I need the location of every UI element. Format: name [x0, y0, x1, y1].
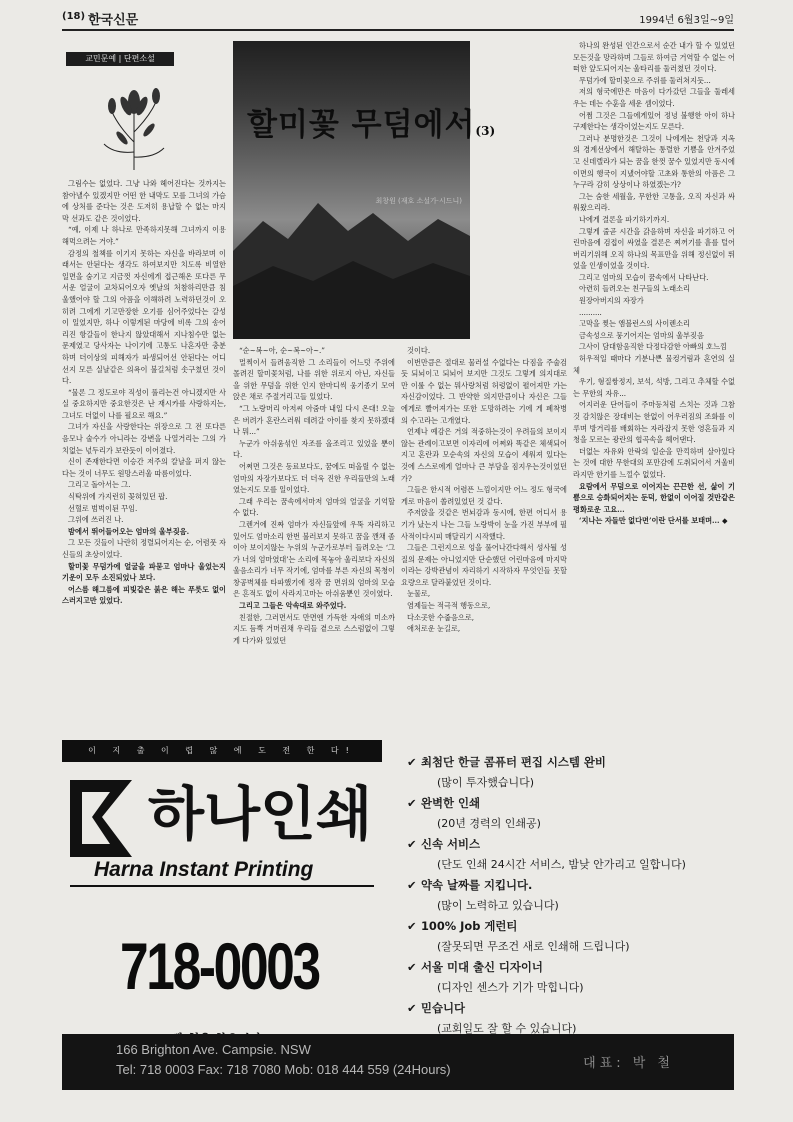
text-column-1 — [62, 178, 226, 733]
newspaper-name: 한국신문 — [88, 13, 139, 28]
story-paragraph: 우기, 형질쌍정지, 보석, 석방, 그리고 추체할 수없는 무한의 자유... — [573, 377, 735, 398]
checkmark-icon: ✔ — [407, 960, 417, 974]
feature-heading-text: 완벽한 인쇄 — [421, 796, 480, 810]
checkmark-icon: ✔ — [407, 837, 417, 851]
mountain-landscape-icon — [233, 191, 470, 339]
story-paragraph: 할미꽃 무덤가에 얼굴을 파묻고 엄마나 울었는지 기운이 모두 소진되었나 보다. — [62, 561, 226, 583]
phone-number: 718-0003 — [120, 929, 319, 1003]
story-paragraph: 어스름 해그름에 피빛같은 붉은 해는 푸릇도 없이 스러지고만 있었다. — [62, 584, 226, 606]
feature-heading — [407, 793, 732, 814]
feature-list — [407, 752, 732, 1039]
checkmark-icon: ✔ — [407, 878, 417, 892]
story-episode: (3) — [475, 124, 496, 138]
story-paragraph: 신이 존재한다면 이승간 저주의 칼날을 퍼지 않는다는 것이 너무도 원망스러울 따름이었다. — [62, 457, 226, 478]
story-paragraph: 언제나 예감은 거의 적중하는것이 우려들의 보이지 않는 관례이고보면 이자리에 어쩌와 똑같은 체색되어지고 혼란과 모순속의 자신의 모습이 세워져 있다는 것에 스스로에게 얼마나 큰 부담을 짐지우는것이었던가? — [401, 427, 567, 483]
story-paragraph: 눈물로, — [407, 589, 431, 599]
story-paragraph: 원장아버지의 자장가 — [579, 296, 644, 306]
feature-heading — [407, 998, 732, 1019]
story-paragraph: 어지러운 단어들이 주마등처럼 스치는 것과 그참것 감치않은 장대비는 한없이 어우러짐의 조화를 이루며 방거리를 배회하는 자라잡지 못한 영혼들과 지청을 모르는 광란의 협곡속을 헤어댄다. — [573, 400, 735, 445]
story-paragraph: “그 노랑머리 아저씨 아줌마 내일 다시 온대! 오늘은 버려가 혼란스러워 데려갈 아이를 찾지 못하겠대나 뭐...” — [233, 403, 395, 437]
feature-heading — [407, 957, 732, 978]
feature-heading-text: 100% Job 게런티 — [421, 919, 518, 933]
harna-printing-logo — [62, 772, 382, 907]
story-paragraph: 더없는 자유와 안락의 일순을 만끽하며 살아있다는 것에 대한 무한대의 포만감에 도취되어서 겨울비라지만 한기를 느낄수 없었다. — [573, 446, 735, 479]
feature-heading-text: 신속 서비스 — [421, 837, 480, 851]
feature-heading — [407, 834, 732, 855]
story-paragraph: 요람에서 무덤으로 이어지는 끈끈한 선, 삶이 기쁨으로 승화되어지는 둔덕, 한없이 이어질 것만같은 평화로운 고요... — [573, 481, 735, 514]
story-title-photo — [233, 41, 496, 339]
story-paragraph: “예, 이제 나 하나로 만족하지못해 그녀까지 이용해먹으려는 거야.” — [62, 225, 226, 246]
category-tag: 교민문예 | 단편소설 — [66, 52, 174, 66]
story-paragraph: “물론 그 정도로야 직성이 풀리는건 아니겠지만 사실 중요하지만 중요한것은 난 재시카를 사랑하지는, 그녀도 더없이 나를 필요로 해요.” — [62, 387, 226, 420]
story-byline: 최창원 (재호 소설가·시드니) — [375, 197, 462, 205]
story-paragraph: 애처로운 눈길로, — [407, 624, 461, 634]
feature-heading-text: 서울 미대 출신 디자이너 — [421, 960, 543, 974]
story-paragraph: 그리고 엄마의 모습이 꿈속에서 나타난다. — [579, 272, 709, 282]
story-paragraph: 아련히 들려오는 친구들의 노래소리 — [579, 284, 691, 294]
flower-illustration-icon — [94, 72, 174, 172]
story-paragraph: 누군가 아쉬움섞인 자조를 올조리고 있었을 뿐이다. — [233, 438, 395, 460]
page-number: (18) — [62, 11, 86, 22]
story-paragraph: 염제들는 적극적 행동으로, — [407, 601, 491, 611]
story-paragraph: 그리고 돌아서는 그. — [68, 480, 131, 490]
brand-english-text: Harna Instant Printing — [94, 858, 314, 881]
feature-heading — [407, 752, 732, 773]
feature-heading — [407, 916, 732, 937]
story-paragraph: 선혈로 범벅이된 꾸임. — [68, 503, 138, 513]
story-paragraph: 그들은 그런지으로 엉을 풀어나간다해서 성사될 성질의 문제는 아니었지만 단순했던 어린마음에 마지막이라는 강박관념이 자리하기 시작하자 무엇인들 못할요량으로 달라붙었던 것이다. — [401, 543, 567, 587]
feature-heading-text: 최첨단 한글 콤퓨터 편집 시스템 완비 — [421, 755, 606, 769]
story-paragraph: 그래 우리는 꿈속에서마저 엄마의 얼굴을 기억할 수 없다. — [233, 496, 395, 518]
story-paragraph: 허우적일 때마다 기분나쁜 물컹거림과 혼연의 실체 — [573, 354, 735, 375]
story-paragraph: 그림수는 없었다. 그냥 나와 헤어진다는 것까지는 참아낼수 있겠지만 어떤 한 내막도 모를 그녀의 가슴에 상처를 준다는 것은 도저히 용납할 수 없는 마지막 선과도 같은 것이었다. — [62, 179, 226, 223]
text-column-2 — [233, 345, 395, 735]
story-paragraph: .......... — [579, 307, 602, 317]
text-column-3 — [401, 345, 567, 735]
print-shop-advertisement — [62, 740, 734, 1090]
story-paragraph: 그들은 한시적 어렴픈 느낌이지만 어느 정도 형국에게로 마음이 쏠려있었던 것 같다. — [401, 485, 567, 506]
story-paragraph: 하나의 완성된 인간으로서 순간 내가 할 수 있었던 모든것을 망라하며 그들로 하여금 거역할 수 없는 어떠한 앞도되어지는 울타리를 둘러쳤던 것이다. — [573, 41, 735, 74]
story-paragraph: 그녀가 자신을 사랑한다는 위장으로 그 전 또다른 음모나 술수가 아니라는 강변을 나열거리는 그의 가치없는 넋두리가 보란듯이 이어졌다. — [62, 422, 226, 455]
story-paragraph: 다소곳한 수줍음으로, — [407, 612, 475, 622]
feature-detail: (20년 경력의 인쇄공) — [437, 816, 541, 830]
story-paragraph: 이번만큼은 절대로 물러설 수없다는 다짐을 주술검듯 되뇌이고 되뇌어 보지만 그것도 그렇게 의지대로만 이룰 수 없는 뭐사랑처럼 허렁없이 펼어져만 가는 자신감이었다. 그 반약한 의지만큼이나 자신은 그들에게로 빨어져가는 또한 도망하려는 기에 게 폐착병의 수고라는 고개였다. — [401, 357, 567, 425]
story-paragraph: 어쩜 그것은 그들에게있어 정녕 불행한 아이 하나 구제한다는 생각이었는지도 모른다. — [573, 110, 735, 132]
story-paragraph: 감정의 철책를 이기지 못하는 자신을 바라보며 이래서는 안된다는 생각도 하여보지만 치도록 비열한 일면을 숨기고 지금껏 자신에게 접근해온 또다른 무서운 얼굴이 교차되어오자 옛날의 처참하리만큼 침울했어야 할 그의 아픔을 이해하려 노력하던것이 오히려 그에게 기고만장한 오기를 심어주었다는 갈성이 일었지만, 하나 이렇게된 마당에 비록 그의 송어리진 항갈들이 한나지 않았대해서 지나침수만 없는 문제였고 당사자는 나이기에 고통도 나혼자만 충분하며 더이상의 피해자가 파생되어선 안된다는 어디선지 모른 실날같은 의욕이 불길처럼 솟구쳤던 것이다. — [62, 248, 226, 386]
story-paragraph: ‘지나는 자들만 없다면’이란 단서를 보태며... ◆ — [579, 516, 728, 526]
story-title: 할미꽃 무덤에서(3) — [247, 107, 496, 143]
story-paragraph: 식탁위에 가지런히 꽂혀있던 팝. — [68, 492, 168, 502]
ad-banner: 이 지 출 이 렵 않 에 도 전 한 다! — [62, 740, 382, 762]
issue-date: 1994년 6월3일~9일 — [639, 15, 734, 26]
page-header — [62, 9, 734, 31]
story-paragraph: “순~복~아, 순~복~아~.” — [239, 346, 325, 355]
story-paragraph: 나에게 결론을 파기하기까지. — [579, 214, 670, 224]
story-paragraph: 금속성으로 뭉기어지는 엄마의 울부짖음 — [579, 330, 704, 340]
story-paragraph: 그 모든 것들이 나란히 정렬되어지는 순, 어렴풋 자신들의 초상이었다. — [62, 538, 226, 559]
feature-detail: (많이 노력하고 있습니다) — [437, 898, 559, 912]
story-paragraph: 무덤가에 할미꽃으로 주위를 둘러쳐지듯... — [579, 75, 711, 85]
story-paragraph: 그러나 분명한것은 그것이 나에게는 천당과 지옥의 경계선상에서 해탈하는 통렬한 기쁨을 안겨주었고 신데렐라가 되는 꿈을 한껏 꿈수 있었지만 동시에 이면의 행국이 지냈어야할 고초와 통한의 아픔은 그누구라 감히 상상이나 하였겠는가? — [573, 133, 735, 190]
feature-detail: (교회일도 잘 할 수 있습니다) — [437, 1021, 577, 1035]
story-paragraph: 고막을 찢는 앰블런스의 사이렌소리 — [579, 319, 691, 329]
story-paragraph: 것이다. — [407, 346, 431, 355]
story-paragraph: 저의 형국에만은 마음이 다가갔던 그들을 둘레세우는 데는 수훈을 세운 셈이었다. — [573, 87, 735, 108]
checkmark-icon: ✔ — [407, 919, 417, 933]
feature-detail: (잘못되면 무조건 새로 인쇄해 드립니다) — [437, 939, 630, 953]
story-paragraph: 어쩌면 그것은 동료보다도, 꿈에도 떠올릴 수 없는 엄마의 자장가보다도 더 더욱 진한 우리들만의 노래였는지도 모를 일이었다. — [233, 461, 395, 495]
checkmark-icon: ✔ — [407, 1001, 417, 1015]
story-paragraph: 그렌거에 진짜 엄마가 자신들앞에 우뚝 자리하고 있어도 엄마소리 한번 불러보지 못하고 꿈을 깬채 좀이아 보이지않는 누위의 누군가로부터 들려오는 ‘그가 너의 엄마였대’는 소리에 목놓아 울리보다 자신의 울음소리가 너무 작기에, 엄마를 부른 자신의 목청이 창공벽체를 타파했기에 정작 꿈 면위의 엄마의 모습은 흔적도 없이 사라지고마는 아쉬움뿐인 것이였다. — [233, 519, 395, 599]
feature-heading — [407, 875, 732, 896]
story-paragraph: 밤에서 뛰어들어오는 엄마의 울부짖음. — [68, 526, 190, 536]
story-paragraph: 그위에 쓰러진 나. — [68, 515, 124, 525]
story-paragraph: 친절한, 그러면서도 만면엔 가득한 자애의 미소까지도 듬뿍 거머쥔채 우리들 곁으로 스스럼없이 그렇게 다가와 있었던 — [233, 612, 395, 645]
shop-contacts: Tel: 718 0003 Fax: 718 7080 Mob: 018 444 559 (24Hours) — [116, 1062, 451, 1077]
story-paragraph: 그리고 그들은 악속대로 와주었다. — [239, 601, 347, 611]
story-paragraph: 그는 숨한 세월을, 무한한 고통을, 오직 자신과 싸워왔으리라. — [573, 191, 735, 213]
story-paragraph: 그사이 담대함옴직한 다정다감한 아빠의 호느낌 — [579, 342, 728, 352]
brand-korean-text: 하나인쇄 — [148, 780, 373, 848]
shop-address: 166 Brighton Ave. Campsie. NSW — [116, 1042, 311, 1057]
story-paragraph: 주저앉을 것같은 번뇌감과 동시에, 한편 어디서 용기가 났는지 나는 그들 노랑박이 눈을 가진 부부에 필사적이다시피 매달리기 시작했다. — [401, 508, 567, 541]
checkmark-icon: ✔ — [407, 796, 417, 810]
story-paragraph: 멀찍이서 들려옴직한 그 소리들이 어느덧 주위에 몰려진 할미꽃처럼, 나를 위한 위로지 아닌, 자신들을 위한 무덤을 위한 인지 한마디씩 웅기종기 모여 앉은 채로 주절거리고들 있었다. — [233, 357, 395, 402]
feature-detail: (디자인 센스가 기가 막힙니다) — [437, 980, 584, 994]
checkmark-icon: ✔ — [407, 755, 417, 769]
ad-footer — [62, 1034, 734, 1090]
feature-detail: (단도 인쇄 24시간 서비스, 밤낮 안가리고 일합니다) — [437, 857, 686, 871]
feature-detail: (많이 투자했습니다) — [437, 775, 535, 789]
text-column-4 — [573, 40, 735, 735]
feature-heading-text: 약속 날짜를 지킵니다. — [421, 878, 533, 892]
story-paragraph: 그렇게 줄곧 시간을 갉음하며 자신을 파기하고 어린마음에 검접이 싸였을 결론은 찌꺼기를 흩를 털어버리기위해 오직 하나의 목표만을 위해 정신없이 뛰었을 인생이었을 것이다. — [573, 226, 735, 271]
feature-heading-text: 믿습니다 — [421, 1001, 466, 1015]
representative-name: 대표: 박 철 — [583, 1056, 674, 1071]
